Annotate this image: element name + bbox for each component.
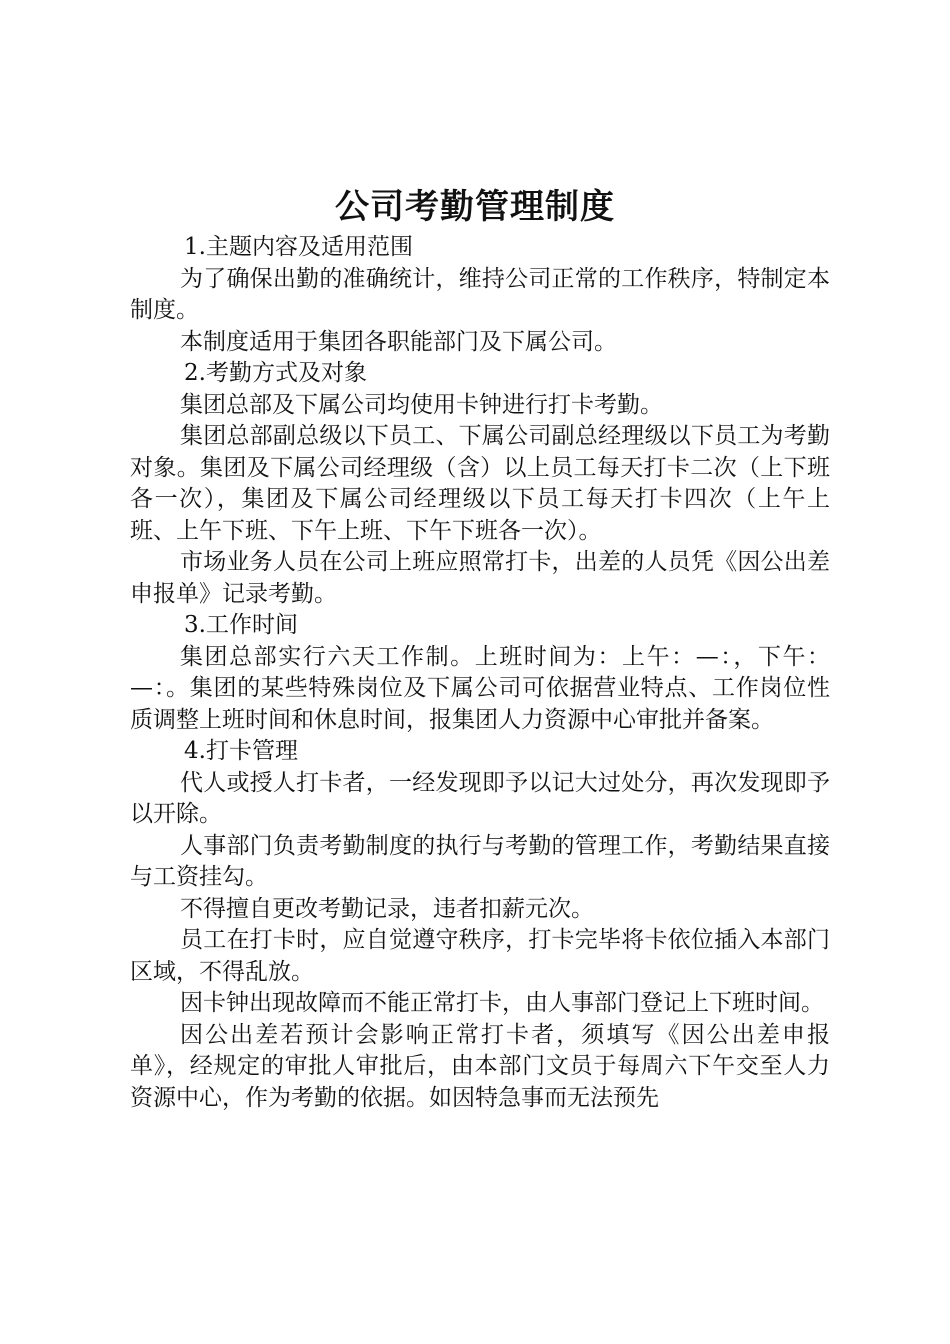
paragraph: 员工在打卡时，应自觉遵守秩序，打卡完毕将卡依位插入本部门区域，不得乱放。 — [130, 927, 830, 985]
document-body — [130, 232, 830, 1114]
section-heading: 2.考勤方式及对象 — [184, 360, 367, 386]
paragraph: 为了确保出勤的准确统计，维持公司正常的工作秩序，特制定本制度。 — [130, 265, 830, 323]
paragraph: 集团总部实行六天工作制。上班时间为：上午：—：，下午：—：。集团的某些特殊岗位及下属公司可依据营业特点、工作岗位性质调整上班时间和休息时间，报集团人力资源中心审批并备案。 — [130, 643, 830, 733]
paragraph: 不得擅自更改考勤记录，违者扣薪元次。 — [180, 895, 594, 922]
paragraph: 市场业务人员在公司上班应照常打卡，出差的人员凭《因公出差申报单》记录考勤。 — [130, 549, 830, 607]
paragraph: 集团总部副总级以下员工、下属公司副总经理级以下员工为考勤对象。集团及下属公司经理级（含）以上员工每天打卡二次（上下班各一次），集团及下属公司经理级以下员工每天打卡四次（上午上班、上午下班、下午上班、下午下班各一次）。 — [130, 423, 830, 544]
paragraph: 因公出差若预计会影响正常打卡者，须填写《因公出差申报单》，经规定的审批人审批后，由本部门文员于每周六下午交至人力资源中心，作为考勤的依据。如因特急事而无法预先 — [130, 1021, 830, 1111]
paragraph: 本制度适用于集团各职能部门及下属公司。 — [180, 328, 617, 355]
section-heading: 1.主题内容及适用范围 — [184, 234, 413, 260]
document-title: 公司考勤管理制度 — [335, 187, 615, 227]
paragraph: 因卡钟出现故障而不能正常打卡，由人事部门登记上下班时间。 — [180, 990, 824, 1016]
paragraph: 代人或授人打卡者，一经发现即予以记大过处分，再次发现即予以开除。 — [130, 769, 830, 827]
paragraph: 集团总部及下属公司均使用卡钟进行打卡考勤。 — [180, 391, 663, 418]
section-heading: 4.打卡管理 — [184, 738, 298, 764]
section-heading: 3.工作时间 — [184, 612, 298, 638]
paragraph: 人事部门负责考勤制度的执行与考勤的管理工作，考勤结果直接与工资挂勾。 — [130, 832, 830, 890]
